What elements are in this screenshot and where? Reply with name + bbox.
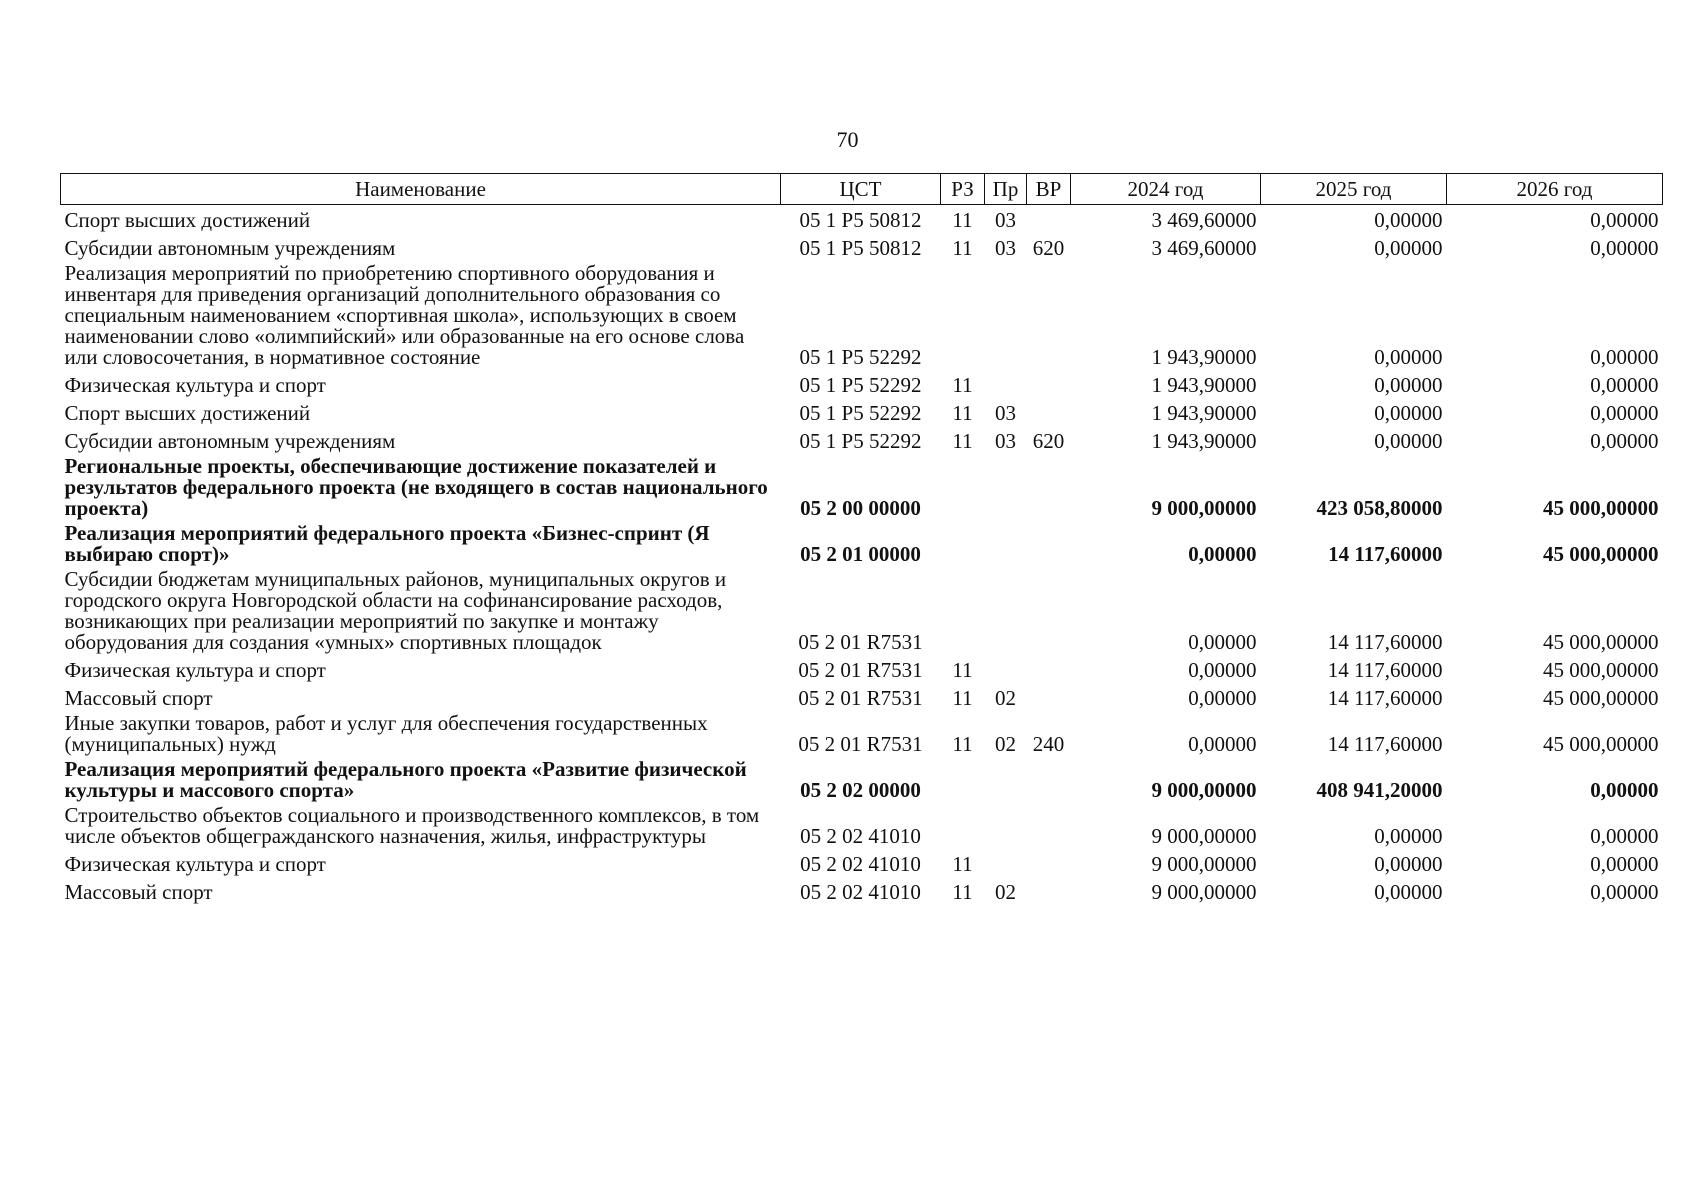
- table-row: [61, 261, 1663, 370]
- row-name: Реализация мероприятий по приобретению спортивного оборудования и инвентаря для приведения организаций дополнительного образования со специальным наименованием «спортивная школа», использующих в своем наименовании слово «олимпийский» или образованные на его основе слова или словосочетания, в нормативное состояние: [64, 260, 745, 369]
- table-row: [61, 683, 1663, 711]
- row-rz: [941, 454, 985, 521]
- row-2025: 0,00000: [1374, 428, 1443, 453]
- table-row: [61, 803, 1663, 849]
- row-cst: 05 2 00 00000: [800, 495, 921, 520]
- row-2025: 0,00000: [1374, 823, 1443, 848]
- row-2024: 1 943,90000: [1151, 400, 1257, 425]
- row-2025: 0,00000: [1374, 344, 1443, 369]
- row-name: Строительство объектов социального и производственного комплексов, в том числе объектов общегражданского назначения, жилья, инфраструктуры: [64, 802, 760, 848]
- row-cst: 05 2 01 R7531: [798, 657, 923, 682]
- column-header-rz: РЗ: [941, 174, 985, 205]
- row-pr: [985, 849, 1027, 877]
- row-2026: 45 000,00000: [1543, 541, 1659, 566]
- row-cst: 05 1 Р5 52292: [799, 400, 922, 425]
- row-name: Физическая культура и спорт: [64, 657, 326, 682]
- row-pr: 02: [995, 685, 1016, 710]
- row-pr: [985, 370, 1027, 398]
- table-row: [61, 567, 1663, 655]
- row-2026: 0,00000: [1590, 207, 1659, 232]
- row-2024: 9 000,00000: [1151, 777, 1257, 802]
- row-2025: 0,00000: [1374, 851, 1443, 876]
- row-vr: 620: [1032, 235, 1065, 260]
- row-2024: 0,00000: [1188, 629, 1257, 654]
- row-2024: 0,00000: [1188, 685, 1257, 710]
- table-row: [61, 426, 1663, 454]
- row-2024: 0,00000: [1188, 731, 1257, 756]
- row-name: Субсидии бюджетам муниципальных районов, муниципальных округов и городского округа Новгородской области на софинансирование расходов, возникающих при реализации мероприятий по закупке и монтажу оборудования для создания «умных» спортивных площадок: [64, 566, 727, 654]
- table-row: [61, 849, 1663, 877]
- table-header: [61, 174, 1663, 205]
- row-2026: 0,00000: [1590, 851, 1659, 876]
- column-header-vr: ВР: [1027, 174, 1071, 205]
- row-name: Физическая культура и спорт: [64, 851, 326, 876]
- row-2026: 0,00000: [1590, 372, 1659, 397]
- row-rz: 11: [952, 851, 973, 876]
- row-2026: 45 000,00000: [1543, 731, 1659, 756]
- row-cst: 05 2 02 41010: [800, 851, 921, 876]
- row-2026: 0,00000: [1590, 428, 1659, 453]
- row-rz: 11: [952, 400, 973, 425]
- table-row: [61, 655, 1663, 683]
- row-2025: 14 117,60000: [1327, 657, 1443, 682]
- row-rz: 11: [952, 657, 973, 682]
- row-vr: [1027, 803, 1071, 849]
- table-body: [61, 205, 1663, 905]
- row-pr: 02: [995, 879, 1016, 904]
- row-2024: 9 000,00000: [1151, 495, 1257, 520]
- table-row: [61, 757, 1663, 803]
- row-rz: [941, 757, 985, 803]
- row-name: Спорт высших достижений: [64, 207, 311, 232]
- row-2024: 9 000,00000: [1151, 879, 1257, 904]
- row-pr: [985, 655, 1027, 683]
- row-2025: 14 117,60000: [1327, 731, 1443, 756]
- row-2025: 14 117,60000: [1327, 629, 1443, 654]
- table-row: [61, 370, 1663, 398]
- row-name: Субсидии автономным учреждениям: [64, 235, 396, 260]
- row-name: Реализация мероприятий федерального проекта «Бизнес-спринт (Я выбираю спорт)»: [64, 520, 710, 566]
- budget-table: [60, 173, 1663, 905]
- row-pr: [985, 454, 1027, 521]
- column-header-pr: Пр: [985, 174, 1027, 205]
- row-cst: 05 2 01 00000: [800, 541, 921, 566]
- row-2026: 0,00000: [1590, 344, 1659, 369]
- row-vr: [1027, 683, 1071, 711]
- row-rz: [941, 803, 985, 849]
- row-cst: 05 2 02 41010: [800, 823, 921, 848]
- row-cst: 05 1 Р5 50812: [799, 235, 922, 260]
- column-header-cst: ЦСТ: [781, 174, 941, 205]
- row-2024: 3 469,60000: [1151, 207, 1257, 232]
- row-name: Субсидии автономным учреждениям: [64, 428, 396, 453]
- row-2024: 0,00000: [1188, 541, 1257, 566]
- row-pr: [985, 521, 1027, 567]
- row-pr: [985, 757, 1027, 803]
- row-2024: 1 943,90000: [1151, 344, 1257, 369]
- row-cst: 05 1 Р5 52292: [799, 372, 922, 397]
- row-name: Массовый спорт: [64, 685, 213, 710]
- row-vr: [1027, 757, 1071, 803]
- row-2026: 0,00000: [1590, 235, 1659, 260]
- row-cst: 05 2 01 R7531: [798, 629, 923, 654]
- row-2025: 0,00000: [1374, 235, 1443, 260]
- row-pr: 03: [995, 235, 1016, 260]
- row-vr: 620: [1032, 428, 1065, 453]
- column-header-name: Наименование: [61, 174, 781, 205]
- row-2024: 9 000,00000: [1151, 823, 1257, 848]
- row-pr: 02: [995, 731, 1016, 756]
- row-2026: 45 000,00000: [1543, 685, 1659, 710]
- row-name: Массовый спорт: [64, 879, 213, 904]
- row-vr: [1027, 655, 1071, 683]
- row-name: Спорт высших достижений: [64, 400, 311, 425]
- row-pr: 03: [995, 428, 1016, 453]
- row-2025: 423 058,80000: [1316, 495, 1443, 520]
- row-2024: 1 943,90000: [1151, 372, 1257, 397]
- row-cst: 05 2 01 R7531: [798, 685, 923, 710]
- row-2025: 0,00000: [1374, 207, 1443, 232]
- table-row: [61, 205, 1663, 233]
- row-name: Региональные проекты, обеспечивающие достижение показателей и результатов федерального проекта (не входящего в состав национального проекта): [64, 453, 768, 520]
- row-2024: 0,00000: [1188, 657, 1257, 682]
- row-name: Реализация мероприятий федерального проекта «Развитие физической культуры и массового спорта»: [64, 756, 747, 802]
- row-rz: 11: [952, 235, 973, 260]
- row-2026: 45 000,00000: [1543, 629, 1659, 654]
- row-2026: 0,00000: [1590, 777, 1659, 802]
- row-2025: 0,00000: [1374, 372, 1443, 397]
- row-vr: [1027, 370, 1071, 398]
- row-2026: 0,00000: [1590, 823, 1659, 848]
- row-cst: 05 1 Р5 50812: [799, 207, 922, 232]
- row-2025: 0,00000: [1374, 400, 1443, 425]
- row-2026: 45 000,00000: [1543, 657, 1659, 682]
- row-name: Физическая культура и спорт: [64, 372, 326, 397]
- row-vr: [1027, 849, 1071, 877]
- row-cst: 05 2 01 R7531: [798, 731, 923, 756]
- column-header-2024: 2024 год: [1071, 174, 1261, 205]
- row-2024: 1 943,90000: [1151, 428, 1257, 453]
- row-pr: [985, 567, 1027, 655]
- row-pr: [985, 803, 1027, 849]
- row-vr: [1027, 521, 1071, 567]
- row-cst: 05 2 02 00000: [800, 777, 921, 802]
- row-vr: [1027, 567, 1071, 655]
- table-row: [61, 711, 1663, 757]
- column-header-2026: 2026 год: [1447, 174, 1663, 205]
- row-vr: [1027, 205, 1071, 233]
- row-rz: 11: [952, 207, 973, 232]
- row-2026: 45 000,00000: [1543, 495, 1659, 520]
- row-vr: [1027, 454, 1071, 521]
- row-rz: [941, 521, 985, 567]
- row-2025: 408 941,20000: [1316, 777, 1443, 802]
- row-cst: 05 1 Р5 52292: [799, 344, 922, 369]
- row-2025: 14 117,60000: [1327, 685, 1443, 710]
- row-vr: 240: [1032, 731, 1065, 756]
- row-rz: 11: [952, 372, 973, 397]
- row-2024: 3 469,60000: [1151, 235, 1257, 260]
- row-2026: 0,00000: [1590, 400, 1659, 425]
- table-row: [61, 521, 1663, 567]
- row-2025: 14 117,60000: [1328, 541, 1443, 566]
- page-number: 70: [836, 127, 859, 152]
- row-pr: 03: [995, 207, 1016, 232]
- row-pr: 03: [995, 400, 1016, 425]
- row-pr: [985, 261, 1027, 370]
- row-rz: 11: [952, 879, 973, 904]
- row-rz: [941, 261, 985, 370]
- row-rz: [941, 567, 985, 655]
- table-row: [61, 398, 1663, 426]
- row-2025: 0,00000: [1374, 879, 1443, 904]
- row-vr: [1027, 261, 1071, 370]
- table-row: [61, 233, 1663, 261]
- row-vr: [1027, 398, 1071, 426]
- row-rz: 11: [952, 731, 973, 756]
- row-cst: 05 2 02 41010: [800, 879, 921, 904]
- row-2024: 9 000,00000: [1151, 851, 1257, 876]
- table-row: [61, 877, 1663, 905]
- row-vr: [1027, 877, 1071, 905]
- row-rz: 11: [952, 685, 973, 710]
- row-rz: 11: [952, 428, 973, 453]
- row-2026: 0,00000: [1590, 879, 1659, 904]
- table-row: [61, 454, 1663, 521]
- row-cst: 05 1 Р5 52292: [799, 428, 922, 453]
- column-header-2025: 2025 год: [1261, 174, 1447, 205]
- row-name: Иные закупки товаров, работ и услуг для обеспечения государственных (муниципальных) нужд: [64, 710, 708, 756]
